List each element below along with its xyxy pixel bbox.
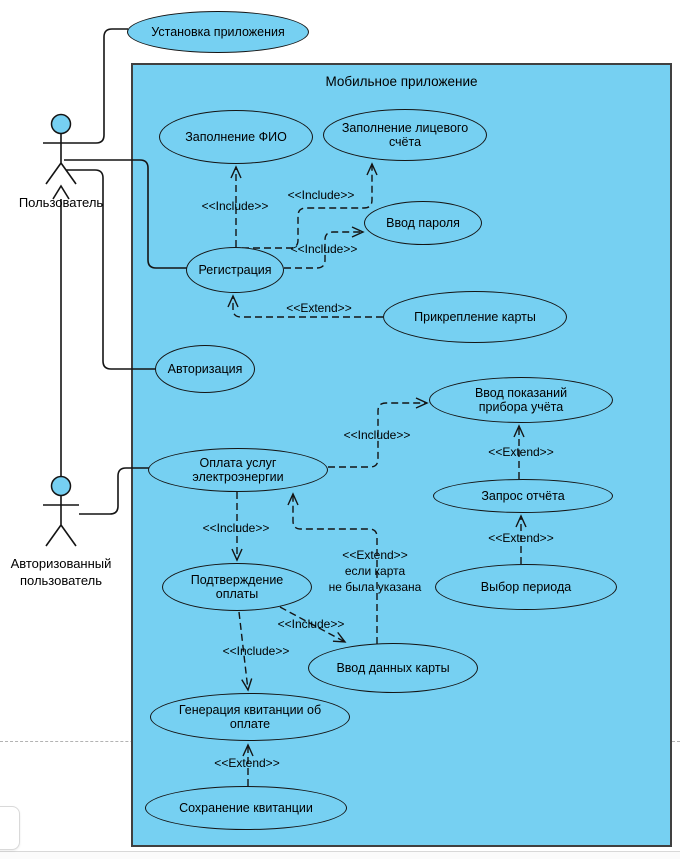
usecase-payment[interactable] bbox=[148, 448, 328, 492]
assoc-user-registration[interactable] bbox=[64, 160, 187, 268]
usecase-account[interactable] bbox=[323, 109, 487, 161]
usecase-receipt-label: Генерация квитанции об оплате bbox=[178, 702, 322, 731]
usecase-save-label: Сохранение квитанции bbox=[179, 800, 313, 815]
usecase-meter[interactable] bbox=[429, 377, 613, 423]
usecase-registration[interactable] bbox=[186, 247, 284, 293]
actor-authorized-user-label: Авторизованный пользователь bbox=[10, 556, 112, 588]
usecase-period-label: Выбор периода bbox=[480, 579, 572, 594]
usecase-fio-label: Заполнение ФИО bbox=[185, 129, 287, 144]
usecase-report-label: Запрос отчёта bbox=[481, 488, 565, 503]
extend-condition-line1: если карта bbox=[344, 563, 406, 578]
include-label-confirm-receipt: <<Include>> bbox=[222, 644, 290, 658]
usecase-install[interactable] bbox=[127, 11, 309, 53]
usecase-auth-label: Авторизация bbox=[167, 361, 243, 376]
usecase-card-attach-label: Прикрепление карты bbox=[414, 309, 536, 324]
include-label-confirm-carddata: <<Include>> bbox=[277, 617, 345, 631]
include-label-payment-confirm: <<Include>> bbox=[202, 521, 270, 535]
usecase-install-label: Установка приложения bbox=[151, 24, 285, 39]
extend-label-cardattach-registration: <<Extend>> bbox=[286, 301, 352, 315]
usecase-confirm-label: Подтверждение оплаты bbox=[190, 572, 284, 601]
usecase-account-label: Заполнение лицевого счёта bbox=[341, 120, 469, 149]
usecase-confirm[interactable] bbox=[162, 563, 312, 611]
system-title: Мобильное приложение bbox=[325, 74, 478, 89]
usecase-password[interactable] bbox=[364, 201, 482, 245]
usecase-save[interactable] bbox=[145, 786, 347, 830]
usecase-password-label: Ввод пароля bbox=[386, 215, 460, 230]
actor-authorized-user[interactable] bbox=[43, 477, 79, 547]
usecase-card-data-label: Ввод данных карты bbox=[336, 660, 450, 675]
include-label-payment-meter: <<Include>> bbox=[343, 428, 411, 442]
usecase-registration-label: Регистрация bbox=[198, 262, 272, 277]
actor-user[interactable] bbox=[43, 115, 79, 185]
usecase-report[interactable] bbox=[433, 479, 613, 513]
usecase-card-attach[interactable] bbox=[383, 291, 567, 343]
usecase-fio[interactable] bbox=[159, 110, 313, 164]
usecase-payment-label: Оплата услуг электроэнергии bbox=[192, 455, 284, 484]
extend-condition-line2: не была указана bbox=[328, 579, 422, 594]
assoc-authuser-payment[interactable] bbox=[79, 468, 149, 514]
extend-label-carddata-payment bbox=[329, 548, 422, 596]
usecase-period[interactable] bbox=[435, 564, 617, 610]
assoc-user-install[interactable] bbox=[79, 29, 128, 143]
extend-keyword: <<Extend>> bbox=[342, 548, 408, 562]
usecase-auth[interactable] bbox=[155, 345, 255, 393]
extend-label-save-receipt: <<Extend>> bbox=[214, 756, 280, 770]
usecase-receipt[interactable] bbox=[150, 693, 350, 741]
generalization-authuser-user[interactable] bbox=[53, 186, 69, 477]
usecase-card-data[interactable] bbox=[308, 643, 478, 693]
extend-label-period-report: <<Extend>> bbox=[488, 531, 554, 545]
usecase-meter-label: Ввод показаний прибора учёта bbox=[474, 385, 568, 414]
extend-label-report-meter: <<Extend>> bbox=[488, 445, 554, 459]
actor-user-label: Пользователь bbox=[18, 195, 104, 210]
include-label-registration-account: <<Include>> bbox=[287, 188, 355, 202]
include-label-registration-fio: <<Include>> bbox=[201, 199, 269, 213]
include-label-registration-password: <<Include>> bbox=[290, 242, 358, 256]
